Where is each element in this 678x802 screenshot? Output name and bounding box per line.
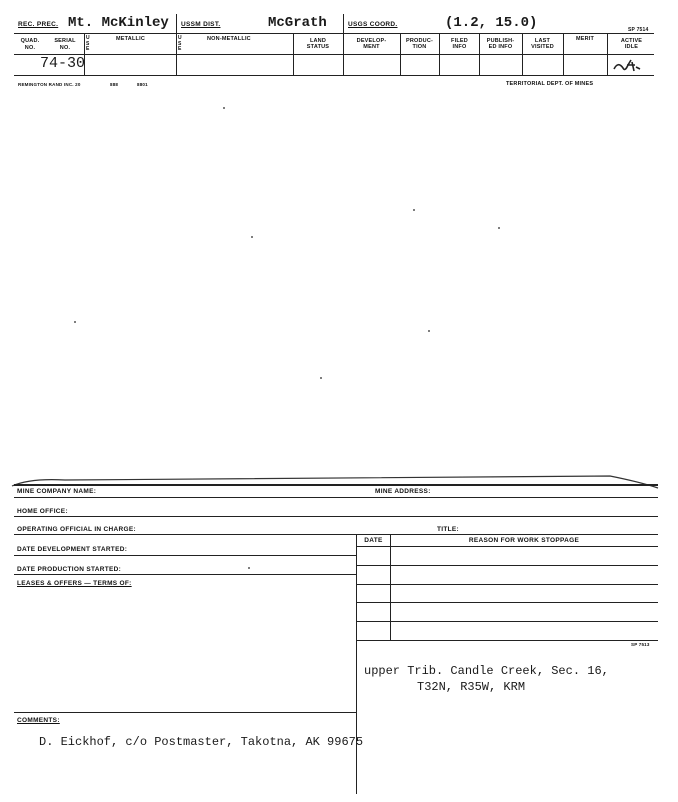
stoppage-reason-header: REASON FOR WORK STOPPAGE <box>468 537 580 544</box>
comments-text: D. Eickhof, c/o Postmaster, Takotna, AK 99675 <box>39 735 364 749</box>
imprint-number: 888 <box>110 82 119 87</box>
ussm-dist-label: USSM DIST. <box>181 21 221 28</box>
land-status-header: LAND STATUS <box>306 38 330 50</box>
quad-no-header: NO. <box>24 45 36 51</box>
active-idle-mark-icon <box>612 57 646 75</box>
usgs-coord-label: USGS COORD. <box>348 21 398 28</box>
serial-header: SERIAL <box>54 38 76 44</box>
title-label: TITLE: <box>437 526 460 533</box>
printer-imprint: REMINGTON RAND INC. 20 <box>18 82 81 87</box>
quad-header: QUAD. <box>20 38 40 44</box>
production-header: PRODUC- TION <box>405 38 434 50</box>
development-header: DEVELOP- MENT <box>356 38 387 50</box>
date-production-label: DATE PRODUCTION STARTED: <box>17 566 122 573</box>
mine-company-name-label: MINE COMPANY NAME: <box>17 488 97 495</box>
merit-header: MERIT <box>575 36 595 42</box>
territorial-dept: TERRITORIAL DEPT. OF MINES <box>506 81 594 87</box>
imprint-code: 8801 <box>137 82 148 87</box>
published-info-header: PUBLISH- ED INFO <box>486 38 515 50</box>
usgs-coord-value: (1.2, 15.0) <box>445 15 538 31</box>
form-code-top: SP 7514 <box>628 27 649 33</box>
stoppage-date-header: DATE <box>364 537 383 544</box>
serial-no-header: NO. <box>59 45 71 51</box>
rec-prec-value: Mt. McKinley <box>68 15 169 31</box>
leases-label: LEASES & OFFERS — TERMS OF: <box>17 580 132 587</box>
use-header-2: U S E <box>178 35 182 52</box>
home-office-label: HOME OFFICE: <box>17 508 68 515</box>
serial-value: 74-30 <box>40 55 86 72</box>
ussm-dist-value: McGrath <box>268 15 327 31</box>
active-idle-header: ACTIVE IDLE <box>620 38 643 50</box>
form-code-bottom: SP 7513 <box>631 642 650 647</box>
date-development-label: DATE DEVELOPMENT STARTED: <box>17 546 128 553</box>
card-edge-line <box>10 470 660 490</box>
use-header-1: U S E <box>86 35 90 52</box>
metallic-header: METALLIC <box>116 36 145 42</box>
location-line-1: upper Trib. Candle Creek, Sec. 16, <box>364 664 609 678</box>
location-line-2: T32N, R35W, KRM <box>417 680 526 694</box>
non-metallic-header: NON-METALLIC <box>207 36 251 42</box>
filed-info-header: FILED INFO <box>451 38 468 50</box>
operating-official-label: OPERATING OFFICIAL IN CHARGE: <box>17 526 136 533</box>
rec-prec-label: REC. PREC. <box>18 21 59 28</box>
mine-address-label: MINE ADDRESS: <box>375 488 431 495</box>
comments-label: COMMENTS: <box>17 717 60 724</box>
last-visited-header: LAST VISITED <box>531 38 554 50</box>
